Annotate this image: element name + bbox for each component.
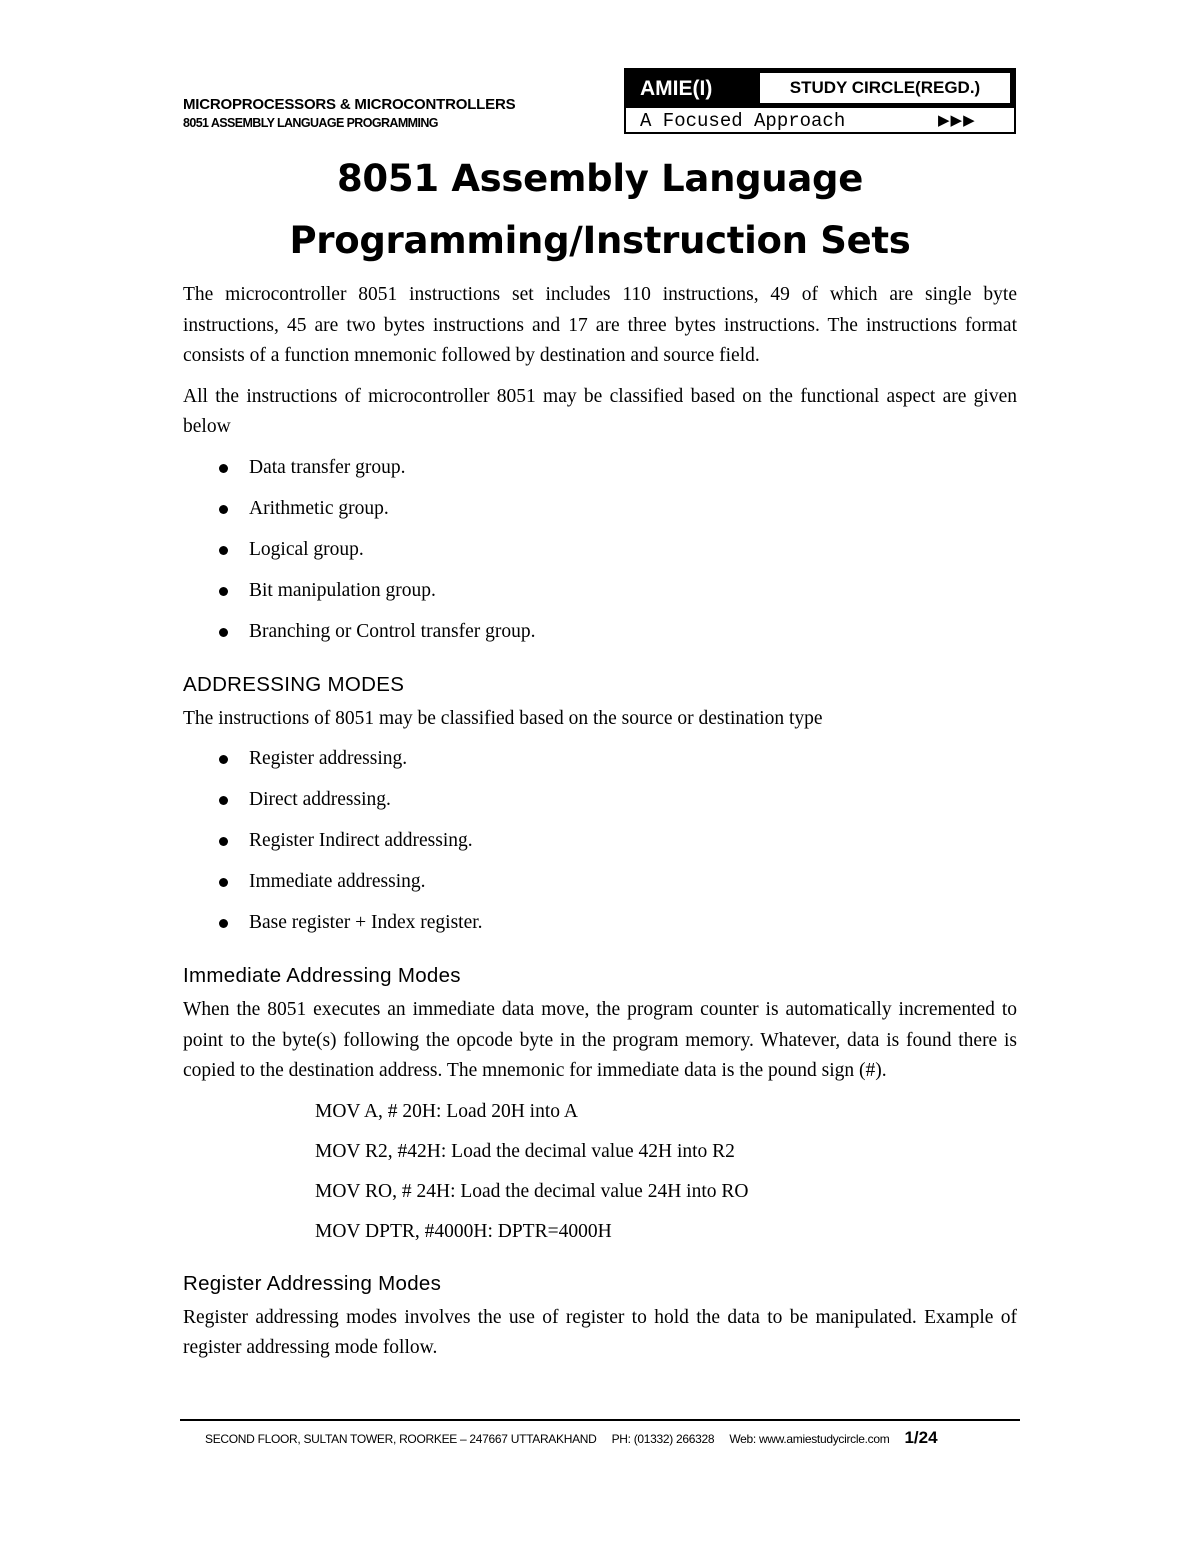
code-example: MOV A, # 20H: Load 20H into A	[315, 1100, 578, 1122]
footer-web: Web: www.amiestudycircle.com	[729, 1432, 890, 1446]
code-example: MOV R2, #42H: Load the decimal value 42H into R2	[315, 1140, 735, 1162]
page-title	[183, 148, 1017, 272]
document-body	[183, 280, 1017, 1374]
brand-name: AMIE(I)	[640, 77, 713, 100]
list-item: Bit manipulation group.	[183, 576, 1017, 617]
page-title-line-2: Programming/Instruction Sets	[289, 219, 911, 262]
addressing-intro: The instructions of 8051 may be classified based on the source or destination type	[183, 707, 823, 729]
footer-address: SECOND FLOOR, SULTAN TOWER, ROORKEE – 247667 UTTARAKHAND	[205, 1432, 597, 1446]
immediate-addressing-text: When the 8051 executes an immediate data move, the program counter is automatically incremented to point to the byte(s) following the opcode byte in the program memory. Whatever, data is found there is copied to the destination address. The mnemonic for immediate data is the pound sign (#).	[183, 999, 1017, 1081]
instruction-group-list	[183, 453, 1017, 658]
immediate-addressing-heading: Immediate Addressing Modes	[183, 964, 461, 987]
header-subtitle: 8051 ASSEMBLY LANGUAGE PROGRAMMING	[183, 116, 438, 130]
list-item: Branching or Control transfer group.	[183, 617, 1017, 658]
list-item: Register Indirect addressing.	[183, 826, 1017, 867]
code-example: MOV RO, # 24H: Load the decimal value 24H into RO	[315, 1180, 749, 1202]
list-item: Immediate addressing.	[183, 867, 1017, 908]
list-item: Logical group.	[183, 535, 1017, 576]
brand-arrows-icon: ▶▶▶	[938, 113, 976, 129]
list-item: Data transfer group.	[183, 453, 1017, 494]
footer-divider	[180, 1419, 1020, 1421]
footer	[205, 1428, 950, 1449]
list-item: Base register + Index register.	[183, 908, 1017, 949]
header-title: MICROPROCESSORS & MICROCONTROLLERS	[183, 96, 516, 113]
brand-study-circle: STUDY CIRCLE(REGD.)	[760, 73, 1010, 103]
addressing-mode-list	[183, 744, 1017, 949]
brand-tagline: A Focused Approach	[640, 110, 846, 132]
code-example: MOV DPTR, #4000H: DPTR=4000H	[315, 1220, 612, 1242]
list-item: Arithmetic group.	[183, 494, 1017, 535]
intro-paragraph: The microcontroller 8051 instructions set includes 110 instructions, 49 of which are single byte instructions, 45 are two bytes instructions and 17 are three bytes instructions. The instructions format consists of a function mnemonic followed by destination and source field.	[183, 284, 1017, 366]
page-number: 1/24	[904, 1428, 938, 1447]
brand-box	[624, 68, 1016, 134]
addressing-modes-heading: ADDRESSING MODES	[183, 672, 405, 696]
list-item: Register addressing.	[183, 744, 1017, 785]
page-title-line-1: 8051 Assembly Language	[336, 157, 864, 200]
register-addressing-heading: Register Addressing Modes	[183, 1271, 442, 1295]
brand-banner	[626, 70, 1014, 108]
running-header	[183, 95, 515, 131]
list-item: Direct addressing.	[183, 785, 1017, 826]
register-addressing-text: Register addressing modes involves the use of register to hold the data to be manipulated. Example of register addressing mode follow.	[183, 1306, 1017, 1358]
footer-phone: PH: (01332) 266328	[611, 1432, 715, 1446]
classification-paragraph: All the instructions of microcontroller 8051 may be classified based on the functional aspect are given below	[183, 385, 1017, 437]
